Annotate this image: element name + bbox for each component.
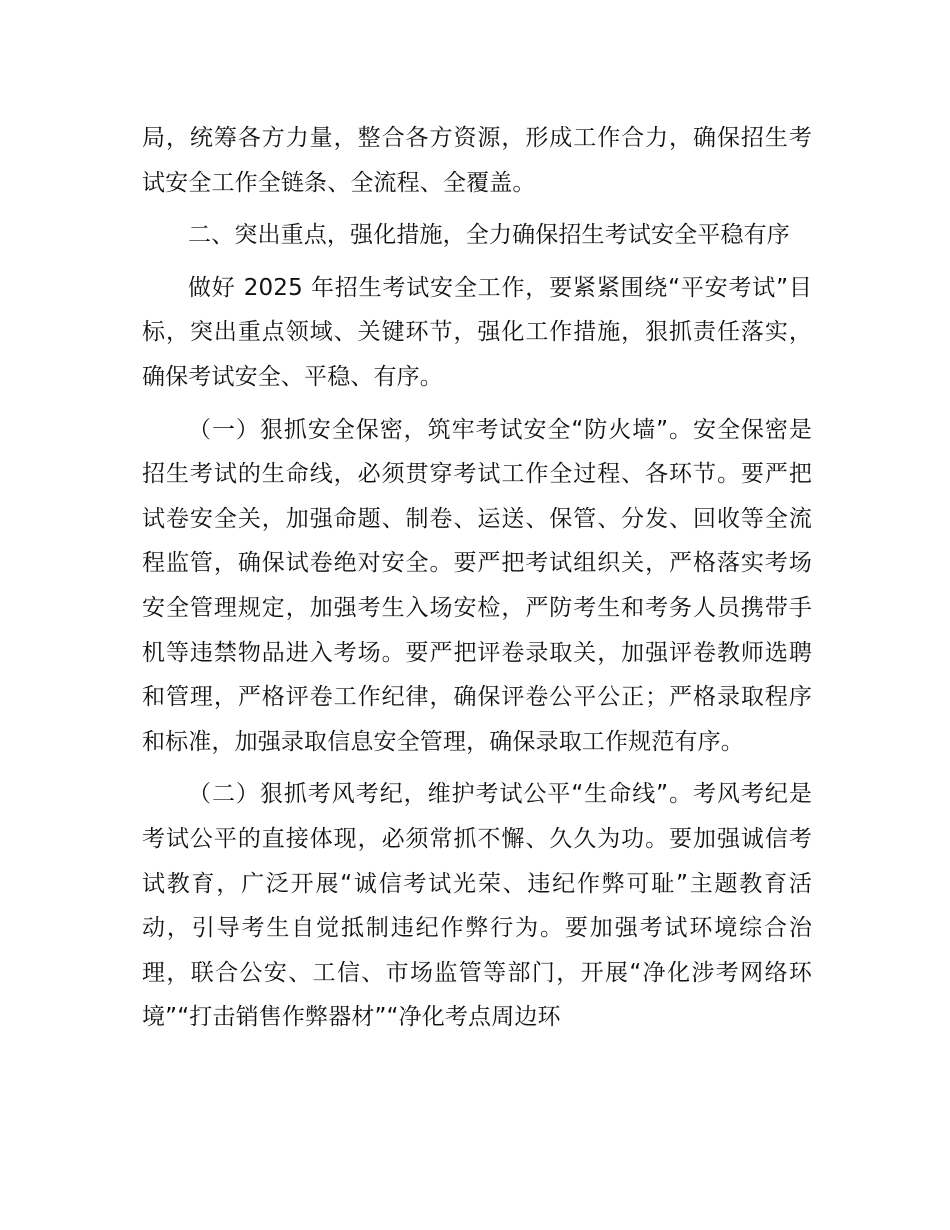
- document-body: [142, 116, 812, 1040]
- paragraph-section-one: （一）狠抓安全保密，筑牢考试安全“防火墙”。安全保密是招生考试的生命线，必须贯穿考试工作全过程、各环节。要严把试卷安全关，加强命题、制卷、运送、保管、分发、回收等全流程监管，确保试卷绝对安全。要严把考试组织关，严格落实考场安全管理规定，加强考生入场安检，严防考生和考务人员携带手机等违禁物品进入考场。要严把评卷录取关，加强评卷教师选聘和管理，严格评卷工作纪律，确保评卷公平公正；严格录取程序和标准，加强录取信息安全管理，确保录取工作规范有序。: [142, 416, 812, 755]
- paragraph-intro: 做好 2025 年招生考试安全工作，要紧紧围绕“平安考试”目标，突出重点领域、关键环节，强化工作措施，狠抓责任落实，确保考试安全、平稳、有序。: [142, 274, 812, 390]
- paragraph-continuation: 局，统筹各方力量，整合各方资源，形成工作合力，确保招生考试安全工作全链条、全流程、全覆盖。: [142, 125, 812, 196]
- section-heading-two: 二、突出重点，强化措施，全力确保招生考试安全平稳有序: [188, 222, 790, 249]
- paragraph-section-two: （二）狠抓考风考纪，维护考试公平“生命线”。考风考纪是考试公平的直接体现，必须常抓不懈、久久为功。要加强诚信考试教育，广泛开展“诚信考试光荣、违纪作弊可耻”主题教育活动，引导考生自觉抵制违纪作弊行为。要加强考试环境综合治理，联合公安、工信、市场监管等部门，开展“净化涉考网络环境”“打击销售作弊器材”“净化考点周边环: [142, 781, 812, 1031]
